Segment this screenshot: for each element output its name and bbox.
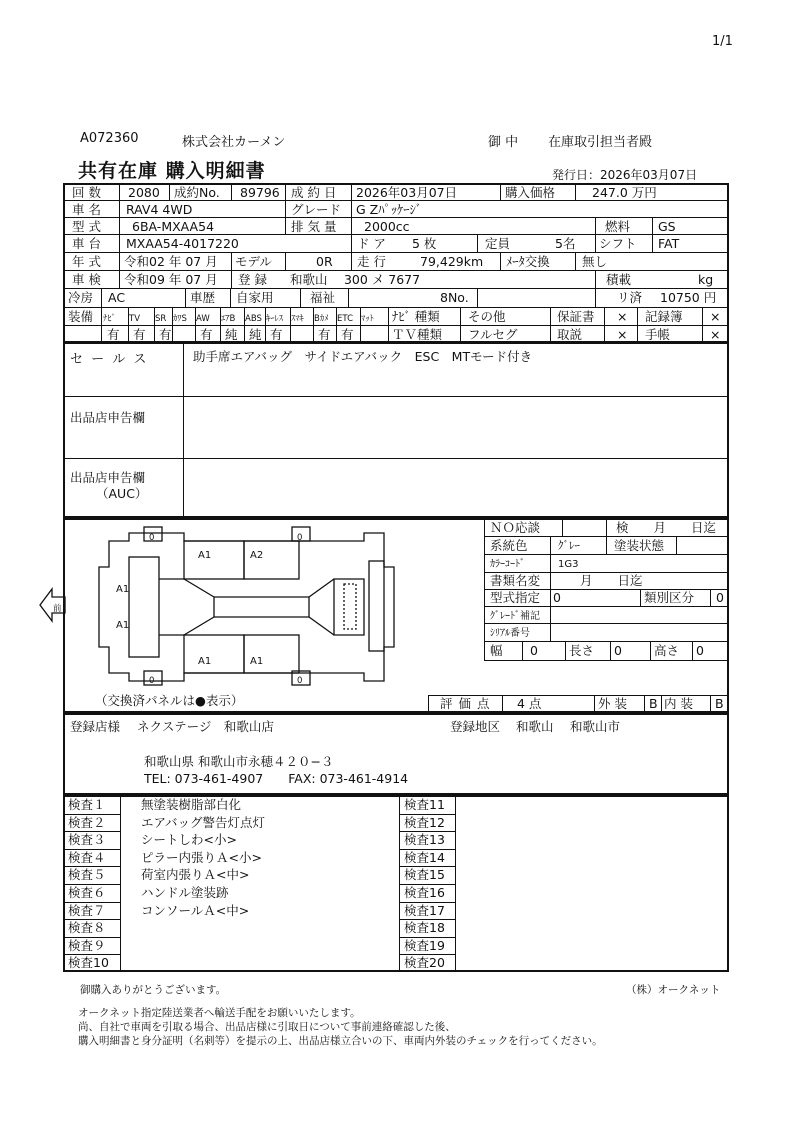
area-value: 和歌山 和歌山市 bbox=[516, 719, 620, 734]
row3-label3: 燃料 bbox=[605, 219, 631, 234]
inspection-label-right: 検査12 bbox=[404, 814, 445, 830]
row4-label3: 定員 bbox=[485, 236, 511, 251]
inspection-text: ピラー内張りＡ<小> bbox=[141, 849, 262, 865]
rename-label: 書類名変 bbox=[490, 573, 541, 588]
equip-item-label: ﾅﾋﾞ bbox=[103, 314, 116, 324]
footer-note-1: オークネット指定陸送業者へ輸送手配をお願いいたします。 bbox=[78, 1007, 361, 1019]
rating-label: 評 価 点 bbox=[440, 696, 491, 711]
inspection-label-right: 検査13 bbox=[404, 832, 445, 848]
exterior-label: 外 装 bbox=[598, 696, 627, 711]
purchase-price: 247.0 万円 bbox=[592, 185, 657, 200]
row5-label4: ﾒｰﾀ交換 bbox=[506, 254, 550, 269]
equip-item-label: SR bbox=[155, 314, 167, 324]
type-value: 0 bbox=[553, 590, 561, 605]
mark-a1-left-1: A1 bbox=[116, 584, 130, 595]
row4-label2: ド ア bbox=[357, 236, 386, 251]
equip-item-value: 有 bbox=[133, 327, 146, 342]
width-label: 幅 bbox=[490, 643, 503, 658]
inspection-label-right: 検査20 bbox=[404, 955, 445, 971]
inspection-label: 検査９ bbox=[68, 937, 106, 953]
inspect-label: 検 月 日迄 bbox=[616, 520, 717, 535]
brand-text: （株）オークネット bbox=[626, 984, 721, 996]
notebook-value: × bbox=[710, 327, 721, 342]
reg-store-name: ネクステージ 和歌山店 bbox=[137, 719, 274, 734]
inspection-label-right: 検査19 bbox=[404, 937, 445, 953]
inspection-label-right: 検査14 bbox=[404, 849, 445, 865]
record-label: 記録簿 bbox=[645, 309, 683, 324]
onchu: 御 中 bbox=[488, 135, 519, 150]
inspection-label: 検査７ bbox=[68, 902, 106, 918]
mark-a1-bottom-2: A1 bbox=[250, 656, 264, 667]
color-value: ｸﾞﾚｰ bbox=[558, 539, 580, 552]
type-label: 型式指定 bbox=[490, 590, 541, 605]
equip-item-label: ｷｰﾚｽ bbox=[266, 314, 284, 324]
inspection-label: 検査８ bbox=[68, 920, 106, 936]
row6-label1: 車 検 bbox=[72, 272, 101, 287]
displacement: 2000cc bbox=[364, 219, 410, 234]
height-label: 高さ bbox=[654, 643, 680, 658]
inspection-label: 検査２ bbox=[68, 814, 106, 830]
registration-plate: 和歌山 300 メ 7677 bbox=[290, 272, 421, 287]
manual-value: × bbox=[617, 327, 628, 342]
inspection-text: 荷室内張りＡ<中> bbox=[141, 867, 250, 883]
inspection-text: 無塗装樹脂部白化 bbox=[141, 797, 242, 812]
rename-value: 月 日迄 bbox=[580, 573, 643, 588]
serial-label: ｼﾘｱﾙ番号 bbox=[490, 628, 530, 639]
row7-label1: 冷房 bbox=[68, 290, 94, 305]
recycle-fee: 10750 円 bbox=[660, 290, 717, 305]
row1-label2: 成約No. bbox=[174, 185, 220, 200]
row7-label3: 福祉 bbox=[310, 290, 336, 305]
box-top-left: 0 bbox=[149, 533, 155, 543]
model-code: 6BA-MXAA54 bbox=[132, 219, 215, 234]
model-value: 0R bbox=[316, 254, 333, 269]
equip-item-value: 有 bbox=[159, 327, 172, 342]
inspection-label-right: 検査15 bbox=[404, 867, 445, 883]
row3-label1: 型 式 bbox=[72, 219, 101, 234]
height-value: 0 bbox=[696, 643, 704, 658]
inspection-label-right: 検査18 bbox=[404, 920, 445, 936]
row3-label2: 排 気 量 bbox=[291, 219, 337, 234]
color-label: 系統色 bbox=[490, 538, 528, 553]
row5-label2: モデル bbox=[235, 254, 272, 269]
company-name: 株式会社カーメン bbox=[182, 135, 286, 150]
equip-item-label: TV bbox=[129, 314, 141, 324]
equip-label: 装備 bbox=[68, 309, 94, 324]
contract-no: 89796 bbox=[240, 185, 280, 200]
row1-label4: 購入価格 bbox=[505, 185, 556, 200]
equip-item-label: Bｶﾒ bbox=[314, 314, 329, 324]
row1-label3: 成 約 日 bbox=[291, 185, 337, 200]
manual-label: 取説 bbox=[557, 327, 583, 342]
diagram-caption: （交換済パネルは●表示） bbox=[95, 693, 244, 708]
row2-label2: グレード bbox=[291, 202, 342, 217]
notebook-label: 手帳 bbox=[645, 327, 671, 342]
length-label: 長さ bbox=[569, 643, 595, 658]
inspection-label: 検査５ bbox=[68, 867, 106, 883]
row2-label1: 車 名 bbox=[72, 202, 101, 217]
row4-label4: シフト bbox=[599, 236, 637, 251]
no-label: ＮＯ応談 bbox=[490, 520, 541, 535]
equip-item-label: ABS bbox=[245, 314, 262, 324]
class-label: 類別区分 bbox=[644, 590, 695, 605]
row4-label1: 車 台 bbox=[72, 236, 101, 251]
shift: FAT bbox=[658, 236, 680, 251]
declare-auc-label1: 出品店申告欄 bbox=[70, 470, 146, 485]
page-number: 1/1 bbox=[712, 34, 733, 49]
capacity: 5名 bbox=[555, 236, 576, 251]
doors: 5 枚 bbox=[412, 236, 437, 251]
doc-id: A072360 bbox=[80, 131, 139, 146]
equip-item-label: ETC bbox=[337, 314, 353, 324]
sales-text: 助手席エアバッグ サイドエアバック ESC MTモード付き bbox=[193, 349, 533, 364]
recipient: 在庫取引担当者殿 bbox=[548, 135, 653, 150]
footer-note-2: 尚、自社で車両を引取る場合、出品店様に引取日について事前連絡確認した後、 bbox=[78, 1021, 456, 1033]
inspection-expiry: 令和09 年 07 月 bbox=[124, 272, 218, 287]
equip-item-value: 有 bbox=[270, 327, 283, 342]
inspection-text: ハンドル塗装跡 bbox=[141, 885, 229, 900]
issue-date: 発行日：2026年03月07日 bbox=[552, 168, 698, 182]
car-diagram bbox=[64, 519, 484, 695]
tv-type: フルセグ bbox=[468, 327, 518, 342]
row6-label3: 積載 bbox=[606, 272, 632, 287]
equip-item-label: ｴｱB bbox=[221, 314, 236, 324]
mark-a1-front-top: A1 bbox=[198, 550, 212, 561]
reg-store-label: 登録店様 bbox=[70, 719, 121, 734]
box-bottom-left: 0 bbox=[149, 676, 155, 686]
inspection-label-right: 検査16 bbox=[404, 885, 445, 900]
declare-auc-label2: （AUC） bbox=[96, 486, 148, 501]
equip-item-value: 有 bbox=[318, 327, 331, 342]
front-label: 前 bbox=[53, 604, 62, 614]
row1-label1: 回 数 bbox=[72, 185, 101, 200]
warranty-value: × bbox=[617, 309, 628, 324]
round-value: 2080 bbox=[128, 185, 160, 200]
mark-a2-top: A2 bbox=[250, 550, 264, 561]
width-value: 0 bbox=[530, 643, 538, 658]
row7-label4: 8No. bbox=[440, 290, 469, 305]
car-name: RAV4 4WD bbox=[126, 202, 193, 217]
chassis-no: MXAA54-4017220 bbox=[126, 236, 239, 251]
equip-item-label: ﾏｯﾄ bbox=[361, 314, 374, 324]
row5-label3: 走 行 bbox=[357, 254, 386, 269]
remarks-block bbox=[63, 342, 729, 518]
inspection-label-right: 検査17 bbox=[404, 902, 445, 918]
meter-change: 無し bbox=[582, 254, 608, 269]
length-value: 0 bbox=[614, 643, 622, 658]
interior-label: 内 装 bbox=[664, 696, 693, 711]
load-unit: kg bbox=[698, 272, 714, 287]
inspection-text: シートしわ<小> bbox=[141, 832, 237, 848]
equip-item-value: 有 bbox=[341, 327, 354, 342]
row6-label2: 登 録 bbox=[238, 272, 267, 287]
paint-label: 塗装状態 bbox=[614, 538, 665, 553]
equip-item-label: ｽﾏｷ bbox=[291, 314, 304, 324]
grade-note-label: ｸﾞﾚｰﾄﾞ補記 bbox=[490, 611, 540, 622]
equip-item-value: 純 bbox=[225, 327, 238, 342]
footer-note-3: 購入明細書と身分証明（名刺等）を提示の上、出品店様立合いの下、車両内外装のチェックを行ってください。 bbox=[78, 1035, 603, 1047]
tv-type-label: ＴＶ種類 bbox=[392, 327, 443, 342]
navi-type: その他 bbox=[468, 309, 506, 324]
inspection-label: 検査10 bbox=[68, 955, 109, 971]
record-value: × bbox=[710, 309, 721, 324]
row7-label2: 車歴 bbox=[190, 290, 216, 305]
fuel: GS bbox=[658, 219, 676, 234]
inspection-label-right: 検査11 bbox=[404, 797, 445, 812]
mark-a1-bottom-1: A1 bbox=[198, 656, 212, 667]
box-bottom-right: 0 bbox=[297, 676, 303, 686]
equip-item-value: 純 bbox=[249, 327, 262, 342]
class-value: 0 bbox=[716, 590, 724, 605]
inspection-label: 検査１ bbox=[68, 797, 106, 812]
exterior-value: B bbox=[649, 696, 658, 711]
inspection-text: コンソールＡ<中> bbox=[141, 902, 250, 918]
history: 自家用 bbox=[236, 290, 274, 305]
navi-type-label: ﾅﾋﾞ 種類 bbox=[392, 309, 440, 324]
inspection-label: 検査３ bbox=[68, 832, 106, 848]
row5-label1: 年 式 bbox=[72, 254, 101, 269]
ac-value: AC bbox=[108, 290, 126, 305]
color-code-label: ｶﾗｰｺｰﾄﾞ bbox=[490, 559, 525, 570]
row7-label5: リ済 bbox=[617, 290, 643, 305]
box-top-right: 0 bbox=[297, 533, 303, 543]
inspection-text: エアバッグ警告灯点灯 bbox=[141, 814, 266, 830]
store-tel: TEL: 073-461-4907 FAX: 073-461-4914 bbox=[144, 771, 409, 786]
warranty-label: 保証書 bbox=[557, 309, 595, 324]
document-title: 共有在庫 購入明細書 bbox=[78, 160, 266, 182]
equip-item-label: AW bbox=[196, 314, 210, 324]
declare-label: 出品店申告欄 bbox=[70, 410, 146, 425]
sales-label: セ ー ル ス bbox=[70, 352, 149, 367]
equip-item-value: 有 bbox=[107, 327, 120, 342]
color-code: 1G3 bbox=[558, 559, 579, 570]
interior-value: B bbox=[715, 696, 724, 711]
mark-a1-left-2: A1 bbox=[116, 620, 130, 631]
mileage: 79,429km bbox=[420, 254, 484, 269]
thanks-text: 御購入ありがとうございます。 bbox=[80, 984, 227, 996]
equip-item-value: 有 bbox=[200, 327, 213, 342]
contract-date: 2026年03月07日 bbox=[356, 185, 458, 200]
model-year: 令和02 年 07 月 bbox=[124, 254, 218, 269]
rating-value: 4 点 bbox=[517, 696, 542, 711]
area-label: 登録地区 bbox=[450, 719, 501, 734]
store-address: 和歌山県 和歌山市永穂４２０−３ bbox=[144, 754, 334, 769]
inspection-label: 検査４ bbox=[68, 849, 106, 865]
grade: G Zﾊﾟｯｹｰｼﾞ bbox=[356, 202, 422, 217]
inspection-label: 検査６ bbox=[68, 885, 106, 900]
equip-item-label: ｶﾜS bbox=[173, 314, 187, 324]
